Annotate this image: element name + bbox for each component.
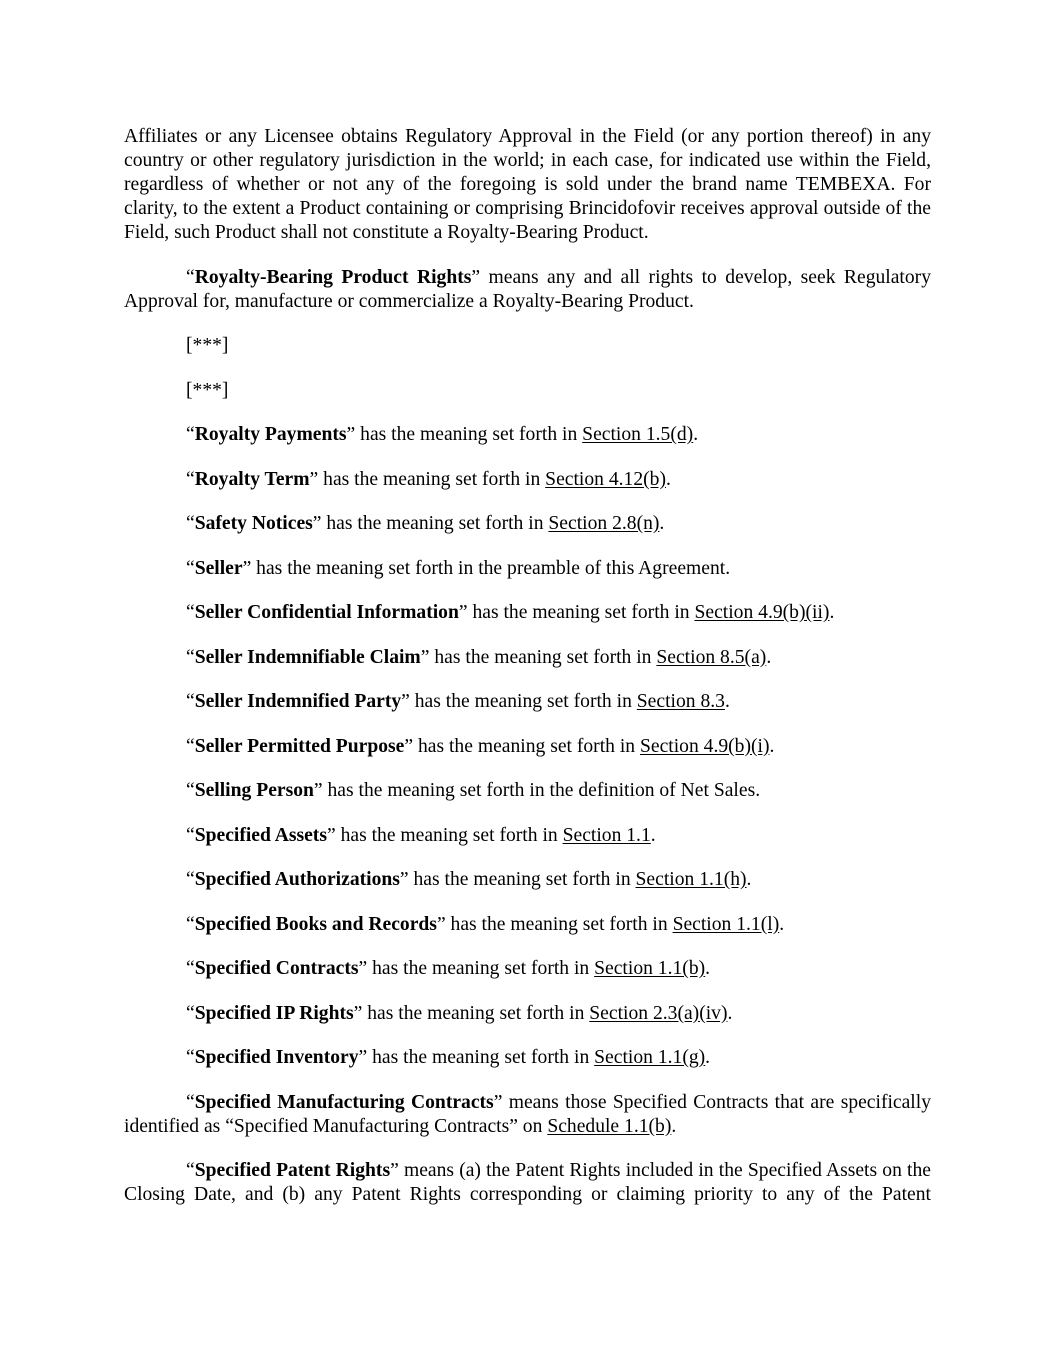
definition-text: has the meaning set forth in the preamble of this Agreement. xyxy=(251,557,731,579)
section-reference: Section 8.5(a) xyxy=(656,646,767,668)
section-reference: Section 1.1 xyxy=(562,824,651,846)
defined-term: Specified Authorizations xyxy=(194,869,400,890)
definition-royalty-bearing-product-rights: “Royalty-Bearing Product Rights” means any and all rights to develop, seek Regulatory Approval for, manufacture or commercialize a Royalty-Bearing Product. xyxy=(124,266,931,312)
schedule-reference: Schedule 1.1(b) xyxy=(547,1115,672,1137)
redacted-paragraph xyxy=(124,334,931,358)
definition-text: has the meaning set forth in xyxy=(355,424,583,445)
section-reference: Section 1.5(d) xyxy=(582,424,694,445)
definition-royalty-term: “Royalty Term” has the meaning set forth in Section 4.12(b). xyxy=(186,468,671,490)
definition-text: has the meaning set forth in xyxy=(367,1047,595,1068)
definition-punct: . xyxy=(746,869,752,890)
definition-specified-patent-rights: “Specified Patent Rights” means (a) the Patent Rights included in the Specified Assets on the Closing Date, and (b) any Patent Rights corresponding or claiming priority to any of the Patent xyxy=(124,1160,931,1205)
section-reference: Section 4.9(b)(i) xyxy=(640,735,770,757)
definition-selling-person: “Selling Person” has the meaning set forth in the definition of Net Sales. xyxy=(186,780,761,801)
definition-seller-permitted-purpose: “Seller Permitted Purpose” has the meaning set forth in Section 4.9(b)(i). xyxy=(186,735,775,757)
definition-seller: “Seller” has the meaning set forth in the preamble of this Agreement. xyxy=(186,557,731,579)
definition-punct: . xyxy=(769,735,775,757)
redaction-mark: [***] xyxy=(186,335,229,356)
document-page xyxy=(124,125,931,1228)
definition-text: has the meaning set forth in xyxy=(335,824,563,846)
definition-punct: . xyxy=(665,468,671,490)
definition-punct: . xyxy=(724,691,730,712)
defined-term: Seller Confidential Information xyxy=(194,602,459,623)
definition-punct: . xyxy=(650,824,656,846)
definition-seller-indemnifiable-claim: “Seller Indemnifiable Claim” has the meaning set forth in Section 8.5(a). xyxy=(186,646,772,668)
definition-text: has the meaning set forth in xyxy=(321,513,549,534)
section-reference: Section 1.1(g) xyxy=(594,1047,706,1068)
definition-punct: . xyxy=(829,602,835,623)
section-reference: Section 4.9(b)(ii) xyxy=(694,602,830,623)
definition-text: has the meaning set forth in xyxy=(413,735,640,757)
defined-term: Specified Manufacturing Contracts xyxy=(194,1091,494,1113)
defined-term: Royalty Payments xyxy=(194,424,347,445)
definition-specified-ip-rights: “Specified IP Rights” has the meaning set forth in Section 2.3(a)(iv). xyxy=(186,1002,733,1024)
definition-seller-confidential-information: “Seller Confidential Information” has the meaning set forth in Section 4.9(b)(ii). xyxy=(186,602,835,623)
definition-safety-notices: “Safety Notices” has the meaning set forth in Section 2.8(n). xyxy=(186,513,665,534)
definition-text: has the meaning set forth in xyxy=(409,691,637,712)
defined-term: Specified Inventory xyxy=(194,1047,359,1068)
redacted-paragraph xyxy=(124,379,931,403)
section-reference: Section 1.1(l) xyxy=(672,913,780,935)
defined-term: Selling Person xyxy=(194,780,314,801)
definition-text: has the meaning set forth in xyxy=(445,913,673,935)
definition-text: has the meaning set forth in the definition of Net Sales. xyxy=(322,780,761,801)
definition-punct: . xyxy=(727,1002,733,1024)
section-reference: Section 1.1(h) xyxy=(635,869,747,890)
section-reference: Section 1.1(b) xyxy=(594,958,706,979)
defined-term: Specified IP Rights xyxy=(194,1002,354,1024)
section-reference: Section 8.3 xyxy=(636,691,725,712)
definition-text: means (a) the Patent Rights included in the Specified Assets on the Closing Date, and (b) any Patent Rights corresponding or claiming priority to any of the Patent xyxy=(124,1160,931,1205)
definition-punct: . xyxy=(779,913,785,935)
definition-specified-contracts: “Specified Contracts” has the meaning set forth in Section 1.1(b). xyxy=(186,958,711,979)
defined-term: Seller Indemnifiable Claim xyxy=(194,646,421,668)
defined-term: Specified Contracts xyxy=(194,958,359,979)
definition-text: has the meaning set forth in xyxy=(318,468,546,490)
section-reference: Section 2.8(n) xyxy=(548,513,660,534)
defined-term: Seller Indemnified Party xyxy=(194,691,402,712)
definition-punct: . xyxy=(693,424,699,445)
defined-term: Specified Assets xyxy=(194,824,327,846)
intro-paragraph: Affiliates or any Licensee obtains Regulatory Approval in the Field (or any portion thereof) in any country or other regulatory jurisdiction in the world; in each case, for indicated use within the Field, regardless of whether or not any of the foregoing is sold under the brand name TEMBEXA. For clarity, to the extent a Product containing or comprising Brincidofovir receives approval outside of the Field, such Product shall not constitute a Royalty-Bearing Product. xyxy=(124,126,931,243)
defined-term: Seller Permitted Purpose xyxy=(194,735,405,757)
definition-text: has the meaning set forth in xyxy=(467,602,695,623)
section-reference: Section 4.12(b) xyxy=(545,468,666,490)
definition-punct: . xyxy=(766,646,772,668)
definition-punct: . xyxy=(705,1047,711,1068)
defined-term: Royalty Term xyxy=(194,468,310,490)
definition-specified-books-and-records: “Specified Books and Records” has the meaning set forth in Section 1.1(l). xyxy=(186,913,785,935)
definition-specified-manufacturing-contracts: “Specified Manufacturing Contracts” means those Specified Contracts that are specifically identified as “Specified Manufacturing Contracts” on Schedule 1.1(b). xyxy=(124,1091,931,1137)
redaction-mark: [***] xyxy=(186,379,229,401)
definition-specified-assets: “Specified Assets” has the meaning set forth in Section 1.1. xyxy=(186,824,656,846)
definition-specified-inventory: “Specified Inventory” has the meaning set forth in Section 1.1(g). xyxy=(186,1047,711,1068)
definition-text: means any and all rights to develop, seek Regulatory Approval for, manufacture or commercialize a Royalty-Bearing Product. xyxy=(124,266,931,312)
definition-text: has the meaning set forth in xyxy=(429,646,657,668)
defined-term: Specified Patent Rights xyxy=(194,1160,391,1181)
defined-term: Safety Notices xyxy=(194,513,313,534)
definition-punct: . xyxy=(659,513,665,534)
definition-text: has the meaning set forth in xyxy=(408,869,636,890)
definition-text: has the meaning set forth in xyxy=(367,958,595,979)
definition-text: means those Specified Contracts that are specifically identified as “Specified Manufacturing Contracts” on xyxy=(124,1091,931,1137)
definition-punct: . xyxy=(671,1115,677,1137)
definition-text: has the meaning set forth in xyxy=(362,1002,590,1024)
definition-seller-indemnified-party: “Seller Indemnified Party” has the meaning set forth in Section 8.3. xyxy=(186,691,730,712)
definition-punct: . xyxy=(705,958,711,979)
definition-specified-authorizations: “Specified Authorizations” has the meaning set forth in Section 1.1(h). xyxy=(186,869,752,890)
defined-term: Royalty-Bearing Product Rights xyxy=(194,266,472,288)
section-reference: Section 2.3(a)(iv) xyxy=(589,1002,728,1024)
definition-royalty-payments: “Royalty Payments” has the meaning set forth in Section 1.5(d). xyxy=(186,424,699,445)
defined-term: Seller xyxy=(194,557,243,579)
defined-term: Specified Books and Records xyxy=(194,913,437,935)
